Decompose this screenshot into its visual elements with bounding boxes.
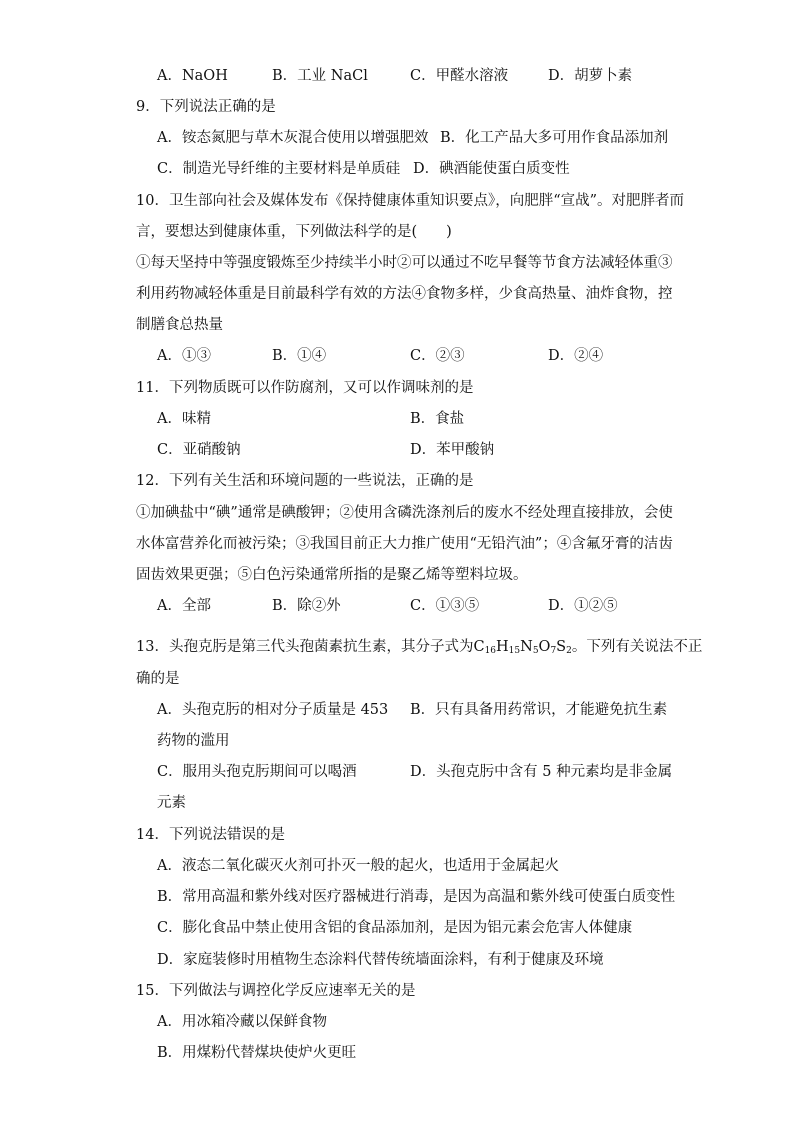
q15-stem: 15．下列做法与调控化学反应速率无关的是	[136, 983, 416, 999]
q9-option-c: C．制造光导纤维的主要材料是单质硅	[157, 161, 401, 177]
q13-option-b: B．只有具备用药常识，才能避免抗生素	[410, 702, 668, 718]
q13-option-d-cont: 元素	[157, 795, 186, 811]
q14-option-a: A．液态二氧化碳灭火剂可扑灭一般的起火，也适用于金属起火	[157, 858, 559, 874]
q12-stem: 12．下列有关生活和环境问题的一些说法，正确的是	[136, 473, 474, 489]
formula-element-n: N	[520, 639, 533, 655]
q9-option-a: A．铵态氮肥与草木灰混合使用以增强肥效	[157, 130, 429, 146]
q15-option-b: B．用煤粉代替煤块使炉火更旺	[157, 1045, 357, 1061]
q12-items-line1: ①加碘盐中“碘”通常是碘酸钾；②使用含磷洗涤剂后的废水不经处理直接排放，会使	[136, 505, 673, 521]
formula-subscript-s: 2	[566, 646, 572, 656]
q10-option-b: B．①④	[272, 348, 327, 364]
q11-option-c: C．亚硝酸钠	[157, 442, 241, 458]
q11-option-a: A．味精	[157, 411, 211, 427]
q11-option-b: B．食盐	[410, 411, 465, 427]
molecular-formula	[473, 637, 571, 661]
q10-option-a: A．①③	[157, 348, 211, 364]
q12-option-a: A．全部	[157, 598, 211, 614]
q8-option-a: A．NaOH	[157, 68, 228, 84]
q10-items-line3: 制膳食总热量	[136, 317, 223, 333]
q12-items-line2: 水体富营养化而被污染；③我国目前正大力推广使用“无铅汽油”；④含氟牙膏的洁齿	[136, 536, 673, 552]
q12-items-line3: 固齿效果更强；⑤白色污染通常所指的是聚乙烯等塑料垃圾。	[136, 567, 528, 583]
q11-option-d: D．苯甲酸钠	[410, 442, 495, 458]
q12-option-b: B．除②外	[272, 598, 341, 614]
q13-option-a: A．头孢克肟的相对分子质量是 453	[157, 702, 389, 718]
formula-element-h: H	[496, 639, 509, 655]
q13-option-c: C．服用头孢克肟期间可以喝酒	[157, 764, 357, 780]
q9-option-b: B．化工产品大多可用作食品添加剂	[440, 130, 669, 146]
formula-subscript-h: 15	[508, 646, 521, 656]
q13-stem-prefix: 13．头孢克肟是第三代头孢菌素抗生素，其分子式为	[136, 639, 474, 655]
q12-option-c: C．①③⑤	[410, 598, 480, 614]
q12-option-d: D．①②⑤	[548, 598, 618, 614]
q8-option-b: B．工业 NaCl	[272, 68, 368, 84]
q13-stem-suffix: 。下列有关说法不正	[571, 639, 703, 655]
formula-element-o: O	[538, 639, 551, 655]
q10-items-line1: ①每天坚持中等强度锻炼至少持续半小时②可以通过不吃早餐等节食方法减轻体重③	[136, 255, 673, 271]
q13-option-b-cont: 药物的滥用	[157, 733, 230, 749]
q13-option-d: D．头孢克肟中含有 5 种元素均是非金属	[410, 764, 673, 780]
q13-stem-line2: 确的是	[136, 671, 180, 687]
formula-subscript-c: 16	[484, 646, 497, 656]
formula-element-c: C	[473, 639, 485, 655]
q10-stem-line2: 言，要想达到健康体重，下列做法科学的是( )	[136, 224, 452, 240]
q10-option-d: D．②④	[548, 348, 604, 364]
formula-element-s: S	[556, 639, 567, 655]
q8-option-c: C．甲醛水溶液	[410, 68, 509, 84]
q14-option-d: D．家庭装修时用植物生态涂料代替传统墙面涂料，有利于健康及环境	[157, 952, 604, 968]
q9-stem: 9．下列说法正确的是	[136, 99, 276, 115]
q14-option-c: C．膨化食品中禁止使用含铝的食品添加剂，是因为铝元素会危害人体健康	[157, 920, 633, 936]
q8-option-d: D．胡萝卜素	[548, 68, 633, 84]
q15-option-a: A．用冰箱冷藏以保鲜食物	[157, 1014, 327, 1030]
q10-option-c: C．②③	[410, 348, 465, 364]
q14-stem: 14．下列说法错误的是	[136, 827, 285, 843]
formula-subscript-o: 7	[550, 646, 557, 656]
q10-stem-line1: 10．卫生部向社会及媒体发布《保持健康体重知识要点》，向肥胖“宣战”。对肥胖者而	[136, 193, 685, 209]
q10-items-line2: 利用药物减轻体重是目前最科学有效的方法④食物多样，少食高热量、油炸食物，控	[136, 286, 673, 302]
q11-stem: 11．下列物质既可以作防腐剂，又可以作调味剂的是	[136, 380, 474, 396]
q9-option-d: D．碘酒能使蛋白质变性	[413, 161, 570, 177]
q14-option-b: B．常用高温和紫外线对医疗器械进行消毒，是因为高温和紫外线可使蛋白质变性	[157, 889, 676, 905]
formula-subscript-n: 5	[532, 646, 539, 656]
q13-stem-line1	[136, 637, 702, 661]
